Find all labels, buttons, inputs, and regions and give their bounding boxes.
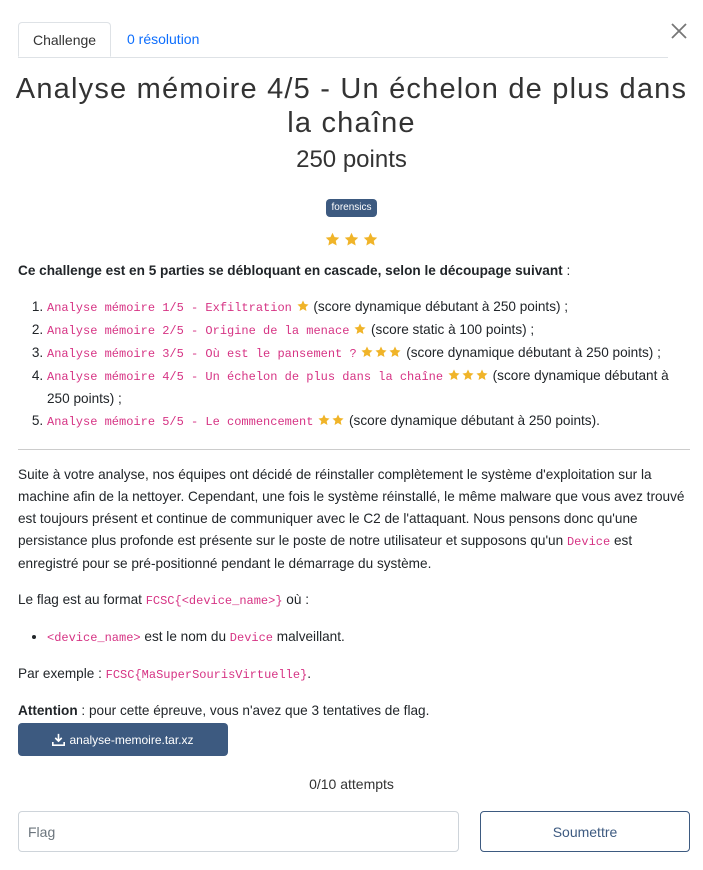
star-icon [324,231,341,248]
divider [18,449,690,450]
flag-format-list [18,626,690,649]
star-icon [360,345,374,359]
flag-format: Le flag est au format FCSC{<device_name>} où : [18,592,309,608]
star-icon [388,345,402,359]
example: Par exemple : FCSC{MaSuperSourisVirtuelle}. [18,666,312,682]
download-button[interactable] [18,723,228,756]
description-paragraph: Suite à votre analyse, nos équipes ont décidé de réinstaller complètement le système d'exploitation sur la machine afin de la nettoyer. Cependant, une fois le système réinstallé, le même malware que vous avez trouvé est toujours présent et continue de communiquer avec le C2 de l'attaquant. Nous pensons donc qu'une persistance plus profonde est présente sur le poste de notre utilisateur et supposons qu'un Device est enregistré pour se pré-positionné pendant le démarrage du système. [18,467,685,571]
challenge-points: 250 points [296,146,407,173]
star-icon [317,413,331,427]
category-badge: forensics [326,199,376,217]
star-icon [296,299,310,313]
tab-bar [18,22,668,58]
tab-solves[interactable]: 0 résolution [127,31,200,47]
intro-bold: Ce challenge est en 5 parties se débloquant en cascade, selon le découpage suivant [18,263,563,278]
download-icon [52,733,65,746]
difficulty-rating [0,231,703,249]
list-item: 5. Analyse mémoire 5/5 - Le commencement (score dynamique débutant à 250 points). [47,410,690,433]
list-item: 2. Analyse mémoire 2/5 - Origine de la menace (score static à 100 points) ; [47,319,690,342]
star-icon [353,322,367,336]
star-icon [374,345,388,359]
close-icon[interactable] [668,20,690,42]
flag-input[interactable] [18,811,459,852]
star-icon [331,413,345,427]
list-item: • <device_name> est le nom du Device malveillant. [47,626,690,649]
download-label: analyse-memoire.tar.xz [69,732,194,747]
parts-list [18,296,690,433]
challenge-description [18,260,690,736]
intro-rest: : [562,263,571,278]
warning: Attention : pour cette épreuve, vous n'avez que 3 tentatives de flag. [18,703,430,718]
attempts-counter: 0/10 attempts [309,776,394,792]
submit-button[interactable]: Soumettre [480,811,690,852]
star-icon [362,231,379,248]
list-item: 3. Analyse mémoire 3/5 - Où est le pansement ? (score dynamique débutant à 250 points) ; [47,342,690,365]
list-item: 1. Analyse mémoire 1/5 - Exfiltration (score dynamique débutant à 250 points) ; [47,296,690,319]
list-item: 4. Analyse mémoire 4/5 - Un échelon de plus dans la chaîne (score dynamique débutant à 250 points) ; [47,365,690,410]
star-icon [461,368,475,382]
tab-challenge[interactable]: Challenge [18,22,111,57]
star-icon [475,368,489,382]
challenge-title: Analyse mémoire 4/5 - Un échelon de plus dans la chaîne [15,73,688,139]
star-icon [447,368,461,382]
star-icon [343,231,360,248]
